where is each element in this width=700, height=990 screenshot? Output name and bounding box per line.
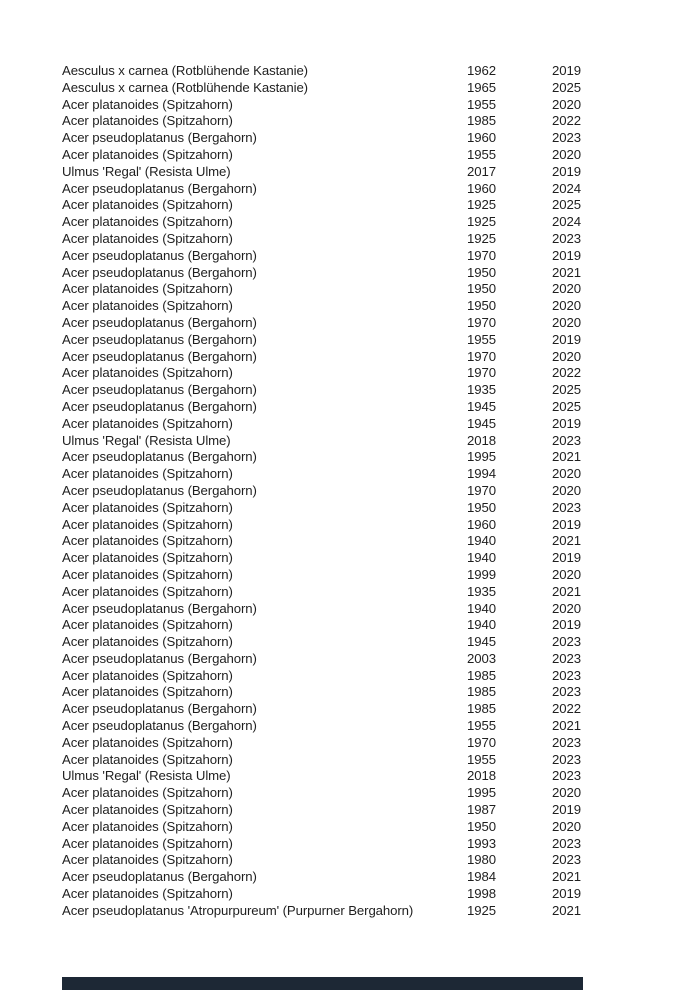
year-column-1-cell: 1970 [467,348,496,364]
species-name-cell: Acer platanoides (Spitzahorn) [62,734,233,750]
table-row [0,214,700,231]
year-column-2-cell: 2023 [552,130,581,146]
species-name-cell: Acer pseudoplatanus (Bergahorn) [62,382,257,398]
year-column-2-cell: 2023 [552,667,581,683]
species-name-cell: Acer platanoides (Spitzahorn) [62,499,233,515]
table-row [0,466,700,483]
table-row [0,382,700,399]
year-column-2-cell: 2023 [552,432,581,448]
year-column-1-cell: 1999 [467,566,496,582]
year-column-1-cell: 1925 [467,230,496,246]
species-name-cell: Acer platanoides (Spitzahorn) [62,281,233,297]
table-row [0,181,700,198]
species-name-cell: Acer pseudoplatanus 'Atropurpureum' (Purpurner Bergahorn) [62,902,414,918]
year-column-1-cell: 1940 [467,550,496,566]
year-column-1-cell: 1955 [467,751,496,767]
year-column-1-cell: 1960 [467,180,496,196]
year-column-1-cell: 1970 [467,482,496,498]
year-column-1-cell: 1985 [467,684,496,700]
year-column-2-cell: 2023 [552,751,581,767]
year-column-1-cell: 1955 [467,718,496,734]
species-name-cell: Acer pseudoplatanus (Bergahorn) [62,180,257,196]
table-row [0,903,700,920]
year-column-1-cell: 1965 [467,79,496,95]
year-column-1-cell: 1980 [467,852,496,868]
year-column-1-cell: 1962 [467,63,496,78]
year-column-2-cell: 2019 [552,63,581,78]
species-name-cell: Acer platanoides (Spitzahorn) [62,415,233,431]
species-name-cell: Acer platanoides (Spitzahorn) [62,802,233,818]
species-name-cell: Acer pseudoplatanus (Bergahorn) [62,398,257,414]
species-name-cell: Acer platanoides (Spitzahorn) [62,113,233,129]
table-row [0,533,700,550]
tree-list-table [0,63,700,920]
year-column-2-cell: 2019 [552,247,581,263]
year-column-2-cell: 2021 [552,583,581,599]
year-column-2-cell: 2019 [552,802,581,818]
species-name-cell: Acer platanoides (Spitzahorn) [62,566,233,582]
bottom-dark-bar [62,977,583,990]
table-row [0,483,700,500]
year-column-1-cell: 1970 [467,365,496,381]
year-column-1-cell: 1940 [467,533,496,549]
year-column-2-cell: 2022 [552,365,581,381]
year-column-2-cell: 2021 [552,902,581,918]
year-column-1-cell: 2017 [467,163,496,179]
year-column-1-cell: 1993 [467,835,496,851]
species-name-cell: Acer platanoides (Spitzahorn) [62,214,233,230]
year-column-1-cell: 1940 [467,600,496,616]
year-column-2-cell: 2020 [552,482,581,498]
table-row [0,634,700,651]
table-row [0,701,700,718]
year-column-2-cell: 2019 [552,415,581,431]
species-name-cell: Acer platanoides (Spitzahorn) [62,751,233,767]
species-name-cell: Acer platanoides (Spitzahorn) [62,146,233,162]
table-row [0,197,700,214]
year-column-2-cell: 2023 [552,734,581,750]
table-row [0,113,700,130]
species-name-cell: Ulmus 'Regal' (Resista Ulme) [62,432,231,448]
year-column-2-cell: 2023 [552,835,581,851]
table-row [0,718,700,735]
table-row [0,668,700,685]
year-column-1-cell: 1955 [467,331,496,347]
year-column-2-cell: 2025 [552,398,581,414]
year-column-2-cell: 2022 [552,113,581,129]
year-column-2-cell: 2021 [552,533,581,549]
species-name-cell: Acer pseudoplatanus (Bergahorn) [62,130,257,146]
year-column-2-cell: 2020 [552,281,581,297]
year-column-2-cell: 2023 [552,650,581,666]
year-column-1-cell: 1950 [467,818,496,834]
species-name-cell: Acer pseudoplatanus (Bergahorn) [62,482,257,498]
species-name-cell: Acer platanoides (Spitzahorn) [62,852,233,868]
species-name-cell: Acer pseudoplatanus (Bergahorn) [62,869,257,885]
species-name-cell: Acer platanoides (Spitzahorn) [62,533,233,549]
year-column-1-cell: 1970 [467,734,496,750]
table-row [0,819,700,836]
table-row [0,550,700,567]
year-column-1-cell: 1984 [467,869,496,885]
year-column-2-cell: 2019 [552,516,581,532]
year-column-2-cell: 2019 [552,886,581,902]
year-column-1-cell: 1940 [467,617,496,633]
table-row [0,651,700,668]
table-row [0,332,700,349]
table-row [0,433,700,450]
year-column-2-cell: 2020 [552,785,581,801]
year-column-2-cell: 2020 [552,818,581,834]
species-name-cell: Acer pseudoplatanus (Bergahorn) [62,264,257,280]
species-name-cell: Acer pseudoplatanus (Bergahorn) [62,650,257,666]
table-row [0,265,700,282]
species-name-cell: Acer pseudoplatanus (Bergahorn) [62,449,257,465]
year-column-2-cell: 2020 [552,146,581,162]
year-column-2-cell: 2020 [552,466,581,482]
species-name-cell: Acer platanoides (Spitzahorn) [62,785,233,801]
year-column-1-cell: 1995 [467,785,496,801]
species-name-cell: Acer platanoides (Spitzahorn) [62,197,233,213]
year-column-2-cell: 2019 [552,163,581,179]
species-name-cell: Acer platanoides (Spitzahorn) [62,96,233,112]
table-row [0,584,700,601]
species-name-cell: Acer platanoides (Spitzahorn) [62,466,233,482]
table-row [0,768,700,785]
table-row [0,281,700,298]
species-name-cell: Acer platanoides (Spitzahorn) [62,818,233,834]
year-column-2-cell: 2023 [552,230,581,246]
species-name-cell: Acer platanoides (Spitzahorn) [62,886,233,902]
year-column-1-cell: 1994 [467,466,496,482]
year-column-2-cell: 2021 [552,449,581,465]
year-column-2-cell: 2024 [552,214,581,230]
year-column-1-cell: 2018 [467,768,496,784]
table-row [0,63,700,80]
year-column-2-cell: 2021 [552,264,581,280]
year-column-2-cell: 2023 [552,684,581,700]
year-column-1-cell: 1950 [467,499,496,515]
table-row [0,601,700,618]
year-column-2-cell: 2019 [552,550,581,566]
species-name-cell: Acer platanoides (Spitzahorn) [62,835,233,851]
table-row [0,785,700,802]
species-name-cell: Aesculus x carnea (Rotblühende Kastanie) [62,79,308,95]
year-column-1-cell: 1925 [467,197,496,213]
year-column-1-cell: 1995 [467,449,496,465]
year-column-2-cell: 2020 [552,566,581,582]
species-name-cell: Acer pseudoplatanus (Bergahorn) [62,331,257,347]
species-name-cell: Acer pseudoplatanus (Bergahorn) [62,348,257,364]
year-column-1-cell: 1925 [467,214,496,230]
year-column-2-cell: 2021 [552,718,581,734]
year-column-2-cell: 2020 [552,600,581,616]
year-column-1-cell: 2003 [467,650,496,666]
year-column-1-cell: 1998 [467,886,496,902]
species-name-cell: Acer platanoides (Spitzahorn) [62,230,233,246]
table-row [0,886,700,903]
table-row [0,752,700,769]
table-row [0,147,700,164]
year-column-1-cell: 1987 [467,802,496,818]
year-column-1-cell: 1925 [467,902,496,918]
species-name-cell: Acer platanoides (Spitzahorn) [62,365,233,381]
year-column-2-cell: 2022 [552,701,581,717]
table-row [0,852,700,869]
species-name-cell: Acer platanoides (Spitzahorn) [62,516,233,532]
species-name-cell: Acer pseudoplatanus (Bergahorn) [62,718,257,734]
species-name-cell: Acer pseudoplatanus (Bergahorn) [62,314,257,330]
table-row [0,416,700,433]
species-name-cell: Acer platanoides (Spitzahorn) [62,667,233,683]
species-name-cell: Acer platanoides (Spitzahorn) [62,617,233,633]
year-column-2-cell: 2019 [552,331,581,347]
year-column-1-cell: 1950 [467,298,496,314]
year-column-1-cell: 1985 [467,113,496,129]
year-column-1-cell: 1970 [467,314,496,330]
table-row [0,517,700,534]
year-column-1-cell: 1945 [467,398,496,414]
species-name-cell: Acer platanoides (Spitzahorn) [62,634,233,650]
year-column-1-cell: 2018 [467,432,496,448]
year-column-1-cell: 1935 [467,583,496,599]
year-column-2-cell: 2024 [552,180,581,196]
table-row [0,349,700,366]
year-column-1-cell: 1985 [467,701,496,717]
year-column-2-cell: 2025 [552,382,581,398]
table-row [0,231,700,248]
table-row [0,869,700,886]
species-name-cell: Acer platanoides (Spitzahorn) [62,298,233,314]
year-column-2-cell: 2020 [552,348,581,364]
table-row [0,315,700,332]
year-column-1-cell: 1945 [467,415,496,431]
year-column-1-cell: 1960 [467,130,496,146]
species-name-cell: Ulmus 'Regal' (Resista Ulme) [62,768,231,784]
table-row [0,802,700,819]
year-column-2-cell: 2025 [552,79,581,95]
species-name-cell: Ulmus 'Regal' (Resista Ulme) [62,163,231,179]
year-column-2-cell: 2019 [552,617,581,633]
year-column-1-cell: 1985 [467,667,496,683]
year-column-2-cell: 2023 [552,634,581,650]
table-row [0,298,700,315]
year-column-1-cell: 1970 [467,247,496,263]
table-row [0,97,700,114]
table-row [0,735,700,752]
year-column-1-cell: 1950 [467,264,496,280]
species-name-cell: Acer pseudoplatanus (Bergahorn) [62,600,257,616]
year-column-1-cell: 1945 [467,634,496,650]
table-row [0,365,700,382]
table-row [0,399,700,416]
year-column-2-cell: 2023 [552,768,581,784]
year-column-1-cell: 1950 [467,281,496,297]
species-name-cell: Acer platanoides (Spitzahorn) [62,550,233,566]
year-column-2-cell: 2020 [552,96,581,112]
year-column-2-cell: 2020 [552,298,581,314]
table-row [0,164,700,181]
species-name-cell: Aesculus x carnea (Rotblühende Kastanie) [62,63,308,78]
year-column-2-cell: 2023 [552,852,581,868]
table-row [0,248,700,265]
species-name-cell: Acer platanoides (Spitzahorn) [62,583,233,599]
species-name-cell: Acer platanoides (Spitzahorn) [62,684,233,700]
table-row [0,500,700,517]
species-name-cell: Acer pseudoplatanus (Bergahorn) [62,247,257,263]
year-column-1-cell: 1960 [467,516,496,532]
table-row [0,567,700,584]
table-row [0,80,700,97]
table-row [0,836,700,853]
year-column-1-cell: 1935 [467,382,496,398]
year-column-1-cell: 1955 [467,146,496,162]
year-column-2-cell: 2020 [552,314,581,330]
year-column-2-cell: 2021 [552,869,581,885]
year-column-2-cell: 2025 [552,197,581,213]
table-row [0,449,700,466]
species-name-cell: Acer pseudoplatanus (Bergahorn) [62,701,257,717]
year-column-1-cell: 1955 [467,96,496,112]
table-row [0,617,700,634]
table-row [0,684,700,701]
table-row [0,130,700,147]
year-column-2-cell: 2023 [552,499,581,515]
